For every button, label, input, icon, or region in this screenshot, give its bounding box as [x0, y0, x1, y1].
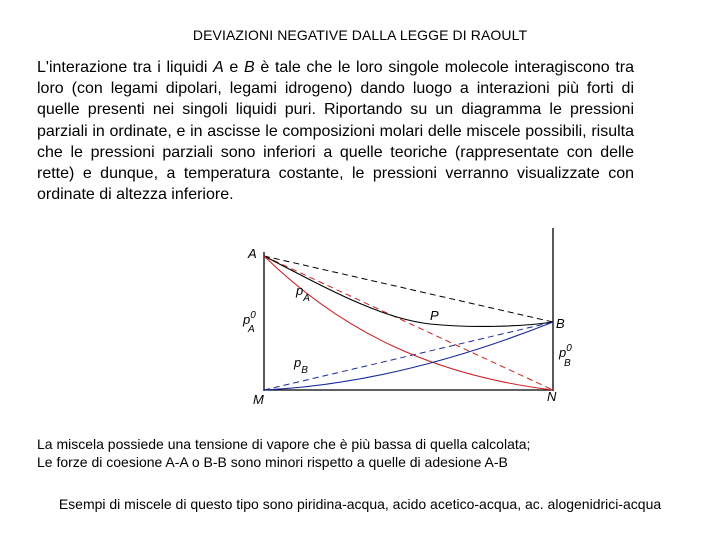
- label-n: N: [547, 389, 557, 404]
- label-m: M: [253, 392, 264, 407]
- label-pa-letter: p: [296, 283, 304, 298]
- note-block: [37, 436, 677, 471]
- label-pa0-sub: A: [248, 324, 255, 335]
- label-pa0-sup: 0: [250, 310, 256, 321]
- note-line-2: Le forze di coesione A-A o B-B sono minori rispetto a quelle di adesione A-B: [37, 453, 508, 470]
- ideal-pb-line: [264, 322, 553, 390]
- intro-text-3: è tale che le loro singole molecole interagiscono tra loro (con legami dipolari, legami idrogeno) dando luogo a interazioni più forti di quelle presenti nei singoli liquidi puri. Riportando su un diagramma le pressioni parziali in ordinate, e in ascisse le composizioni molari delle miscele possibili, risulta che le pressioni parziali sono inferiori a quelle teoriche (rappresentate con delle rette) e dunque, a temperatura costante, le pressioni verranno visualizzate con ordinate di altezza inferiore.: [37, 59, 634, 204]
- ideal-total-line: [264, 256, 553, 322]
- label-b: B: [556, 316, 565, 331]
- label-pb: [293, 355, 308, 376]
- note-line-1: La miscela possiede una tensione di vapore che è più bassa di quella calcolata;: [37, 436, 531, 452]
- label-pa-sub: A: [303, 293, 310, 304]
- label-pb-letter: p: [294, 355, 302, 370]
- real-total-curve: [264, 256, 553, 326]
- label-pb0-sub: B: [564, 358, 571, 369]
- page-title: DEVIAZIONI NEGATIVE DALLA LEGGE DI RAOULT: [192, 27, 528, 43]
- liquid-b-label: B: [244, 59, 255, 76]
- label-pa0-letter: p: [243, 312, 251, 327]
- examples-text: Esempi di miscele di questo tipo sono piridina-acqua, acido acetico-acqua, ac. alogenidrici-acqua: [58, 496, 662, 512]
- label-pa: [295, 283, 310, 304]
- label-pb0-letter: p: [559, 345, 567, 360]
- label-a: A: [248, 246, 257, 261]
- liquid-a-label: A: [213, 59, 224, 76]
- label-p: P: [430, 308, 439, 323]
- label-pb-sub: B: [301, 365, 308, 376]
- intro-text-1: L'interazione tra i liquidi: [37, 59, 214, 76]
- intro-text-2: e: [223, 59, 245, 76]
- label-pb0-sup: 0: [566, 343, 572, 354]
